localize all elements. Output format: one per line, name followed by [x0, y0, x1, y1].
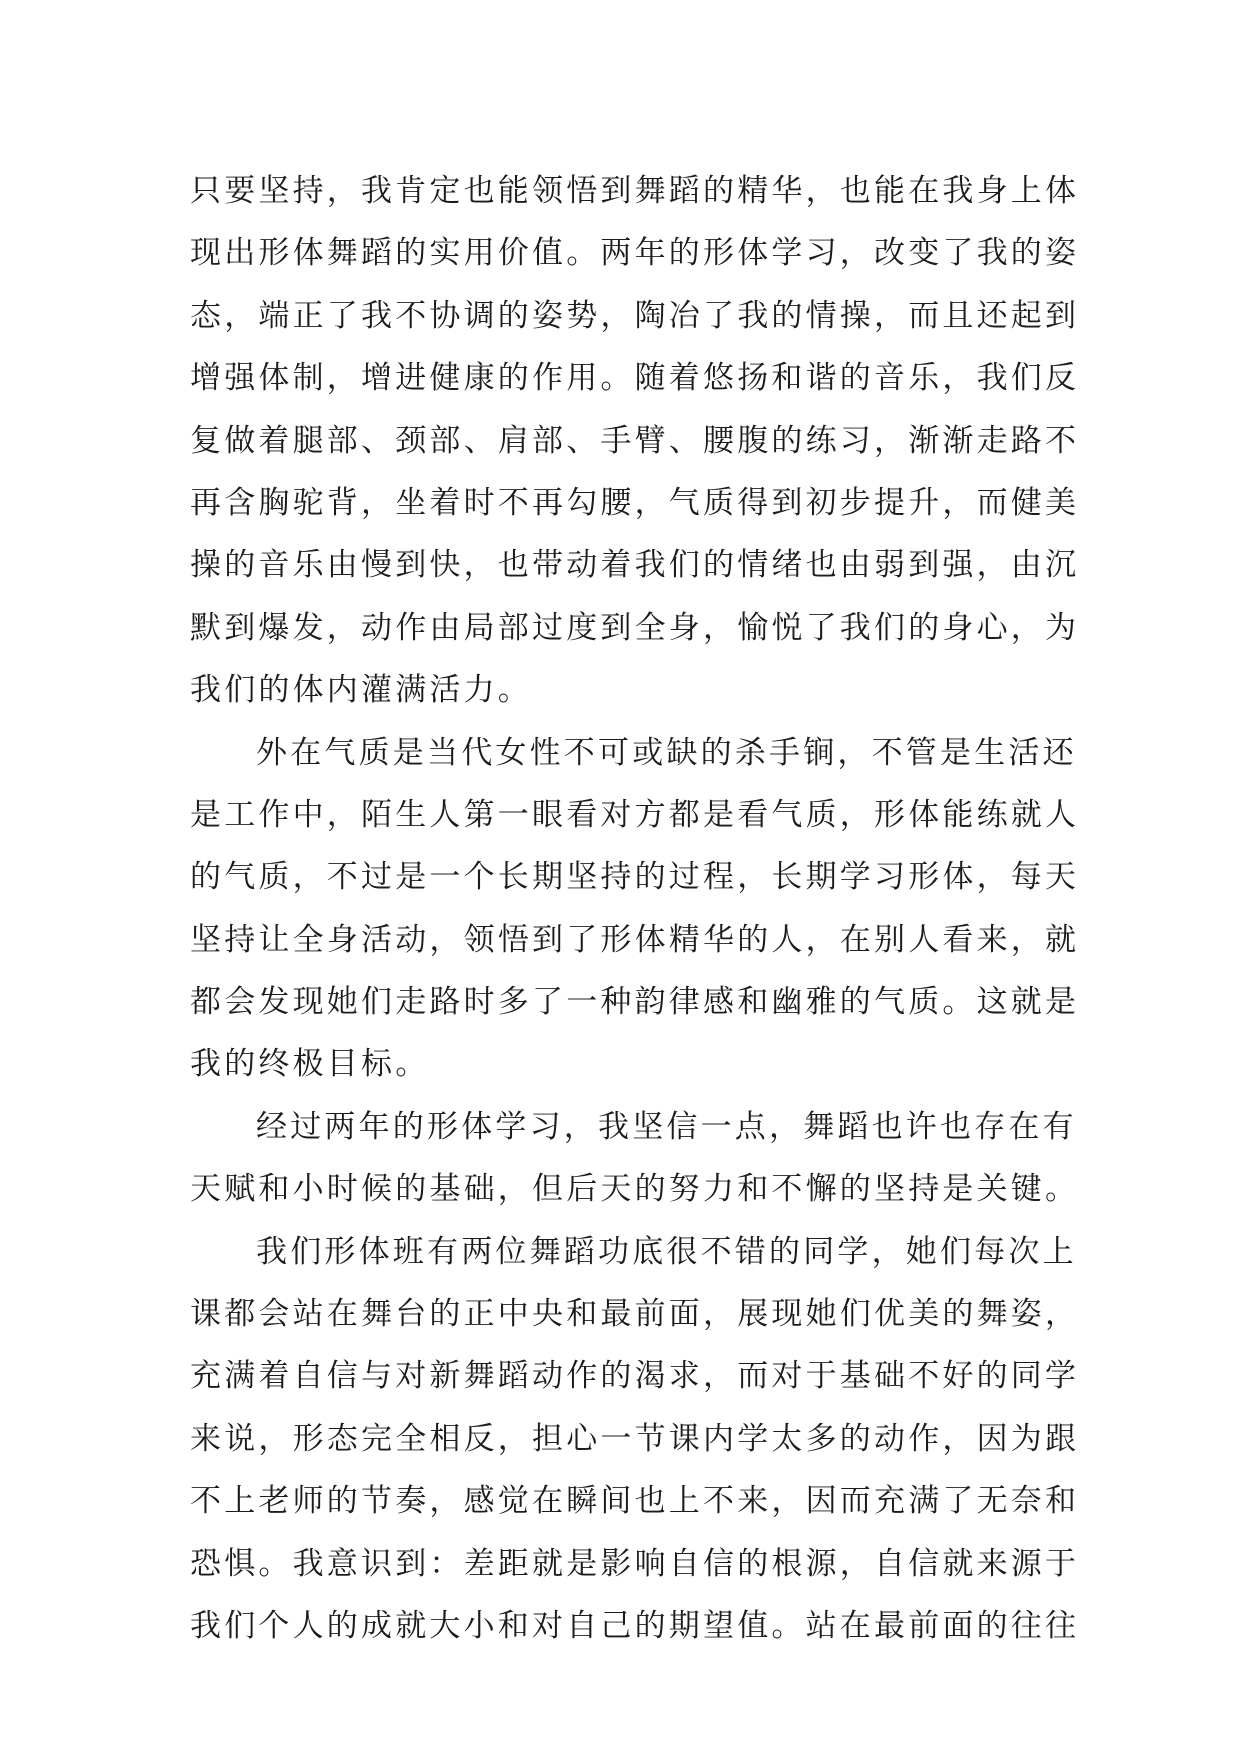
- paragraph: [190, 1096, 1080, 1221]
- text-line: 操的音乐由慢到快，也带动着我们的情绪也由弱到强，由沉: [190, 547, 1080, 584]
- text-line: 现出形体舞蹈的实用价值。两年的形体学习，改变了我的姿: [190, 235, 1080, 272]
- text-line: 课都会站在舞台的正中央和最前面，展现她们优美的舞姿，: [190, 1296, 1080, 1333]
- text-line: 再含胸驼背，坐着时不再勾腰，气质得到初步提升，而健美: [190, 484, 1080, 521]
- body-text: [190, 160, 1080, 1657]
- text-line: 充满着自信与对新舞蹈动作的渴求，而对于基础不好的同学: [190, 1358, 1080, 1395]
- text-line: 我们的体内灌满活力。: [190, 672, 532, 709]
- text-line-first-indented: 经过两年的形体学习，我坚信一点，舞蹈也许也存在有: [256, 1108, 1077, 1145]
- text-line: 坚持让全身活动，领悟到了形体精华的人，在别人看来，就: [190, 921, 1080, 958]
- text-line: 态，端正了我不协调的姿势，陶冶了我的情操，而且还起到: [190, 297, 1080, 334]
- text-line: 只要坚持，我肯定也能领悟到舞蹈的精华，也能在我身上体: [190, 173, 1080, 209]
- paragraph: [190, 1221, 1080, 1658]
- paragraph: [190, 160, 1080, 722]
- text-line: 我的终极目标。: [190, 1046, 430, 1083]
- text-line-first-indented: 外在气质是当代女性不可或缺的杀手锏，不管是生活还: [256, 734, 1077, 771]
- text-line: 我们个人的成就大小和对自己的期望值。站在最前面的往往: [190, 1607, 1080, 1644]
- text-line: 是工作中，陌生人第一眼看对方都是看气质，形体能练就人: [190, 796, 1080, 833]
- text-line: 的气质，不过是一个长期坚持的过程，长期学习形体，每天: [190, 859, 1080, 896]
- text-line: 复做着腿部、颈部、肩部、手臂、腰腹的练习，渐渐走路不: [190, 422, 1080, 459]
- text-line: 增强体制，增进健康的作用。随着悠扬和谐的音乐，我们反: [190, 360, 1080, 397]
- text-line: 来说，形态完全相反，担心一节课内学太多的动作，因为跟: [190, 1420, 1080, 1457]
- text-line: 默到爆发，动作由局部过度到全身，愉悦了我们的身心，为: [190, 609, 1080, 646]
- paragraph: [190, 722, 1080, 1096]
- text-line-first-indented: 我们形体班有两位舞蹈功底很不错的同学，她们每次上: [256, 1233, 1077, 1270]
- text-line: 恐惧。我意识到：差距就是影响自信的根源，自信就来源于: [190, 1545, 1080, 1582]
- text-line: 天赋和小时候的基础，但后天的努力和不懈的坚持是关键。: [190, 1171, 1080, 1208]
- text-line: 不上老师的节奏，感觉在瞬间也上不来，因而充满了无奈和: [190, 1483, 1080, 1520]
- text-line: 都会发现她们走路时多了一种韵律感和幽雅的气质。这就是: [190, 984, 1080, 1021]
